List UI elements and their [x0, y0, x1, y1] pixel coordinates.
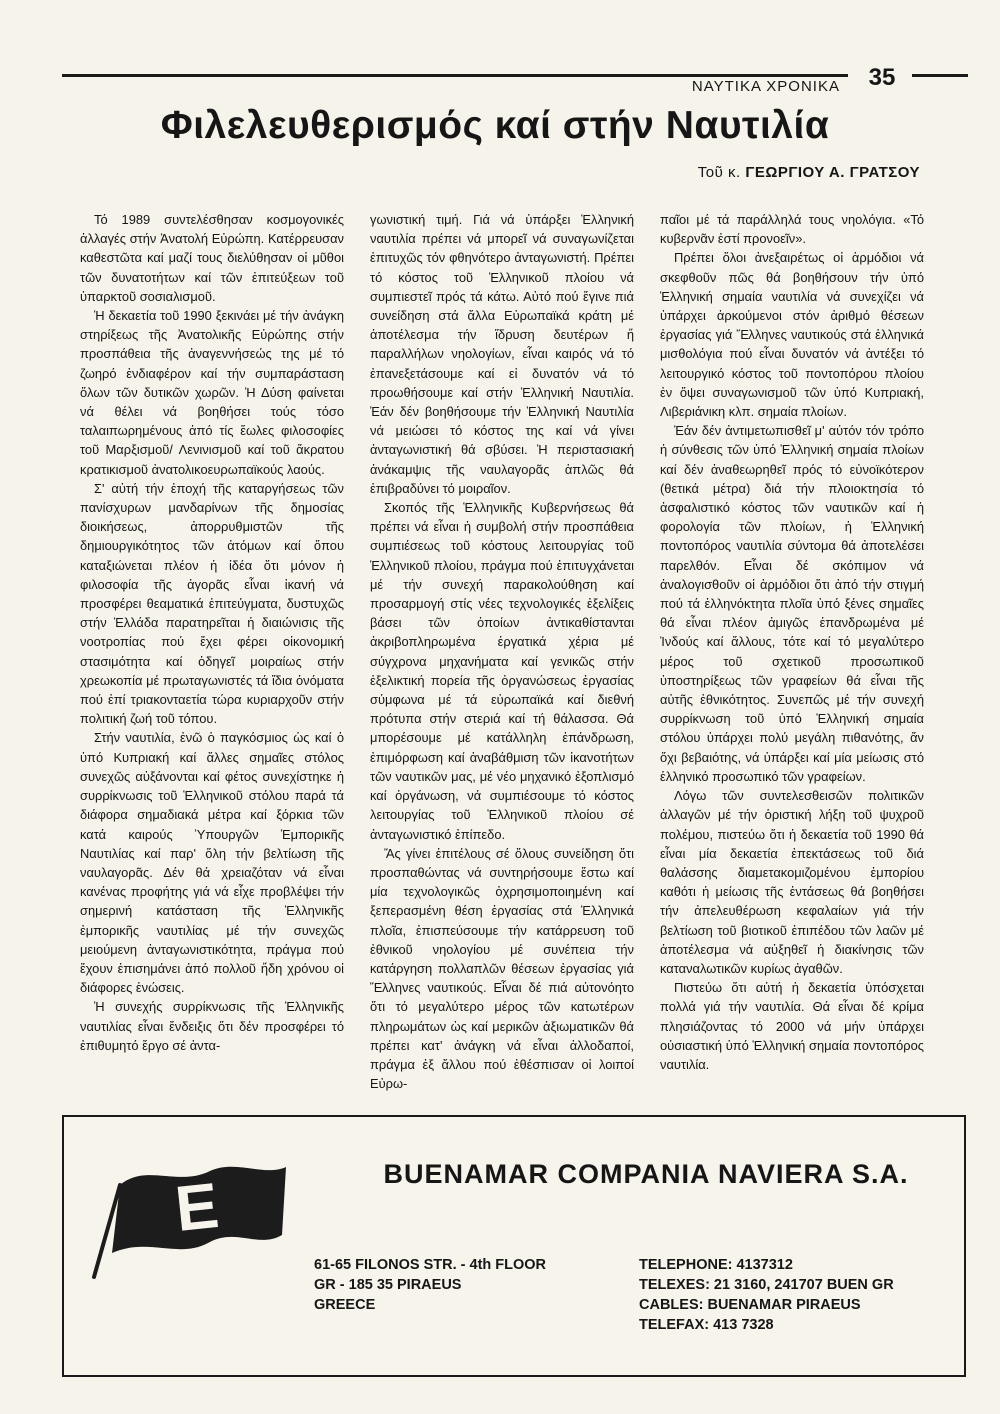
paragraph: Τό 1989 συντελέσθησαν κοσμογονικές ἀλλαγές στήν Ἀνατολή Εὐρώπη. Κατέρρευσαν καθεστῶτα καί μαζί τους διελύθησαν οἱ μῦθοι τῶν δυνατοτήτων καί τῶν ἐπιτεύξεων τοῦ ὑπαρκτοῦ σοσιαλισμοῦ.: [80, 212, 344, 304]
contact-telephone: TELEPHONE: 4137312: [639, 1257, 793, 1273]
journal-name: ΝΑΥΤΙΚΑ ΧΡΟΝΙΚΑ: [691, 78, 840, 95]
company-contacts: [639, 1255, 959, 1335]
article-title: Φιλελευθερισμός καί στήν Ναυτιλία: [160, 104, 830, 147]
address-line: 61-65 FILONOS STR. - 4th FLOOR: [314, 1257, 547, 1273]
paragraph: Ἐάν δέν ἀντιμετωπισθεῖ μ' αὐτόν τόν τρόπο ἡ σύνθεσις τῶν ὑπό Ἑλληνική σημαία πλοίων καί δέν ἀναθεωρηθεῖ πρός τό εὐνοϊκότερον (θετικά μέτρα) διά τήν πλοιοκτησία τό ἀσφαλιστικό κόστος τῶν ναυτικῶν καί ἡ φορολογία τῶν πλοίων, ἡ Ἑλληνική ποντοπόρος ναυτιλία σύντομα θά ἀποτελέσει παρελθόν. Εἶναι δέ σκόπιμον νά ἀναλογισθοῦν οἱ ἁρμόδιοι ὅτι ἀπό τήν στιγμή πού τά ἑλληνόκτητα πλοῖα ὑπό ξένες σημαῖες θά εἶναι πλέον ἀμιγῶς ἐπανδρωμένα μέ Ἰνδούς καί ἄλλους, τότε καί τό μεγαλύτερο μέρος τοῦ σχετικοῦ προσωπικοῦ ὑποστηρίξεως τῶν γραφείων θά εἶναι τῆς αὐτῆς ἐθνικότητος. Συνεπῶς μέ τήν συνεχή συρρίκνωση τοῦ ὑπό Ἑλληνική σημαία στόλου ὑπάρχει πολύ μεγάλη πιθανότης, ἄν ὄχι βεβαιότης, νά ὑπάρξει καί μία μείωσις στό ἑλληνικό προσωπικό τῶν γραφείων.: [660, 423, 924, 784]
paragraph: Πρέπει ὅλοι ἀνεξαιρέτως οἱ ἁρμόδιοι νά σκεφθοῦν πῶς θά βοηθήσουν τήν ὑπό Ἑλληνική σημαία ναυτιλία νά συνεχίζει νά ὑπάρχει ἀρκούμενοι στόν ἀριθμό θέσεων ἐργασίας γιά Ἕλληνες ναυτικούς στά ἑλληνικά μισθολόγια πού εἶναι δυνατόν νά ἀντέξει τό λειτουργικό κόστος τοῦ ποντοπόρου πλοίου ἐν ὄψει συναγωνισμοῦ τῶν ὑπό Κυπριακή, Λιβεριάνικη κλπ. σημαία πλοίων.: [660, 250, 924, 420]
paragraph: Ἄς γίνει ἐπιτέλους σέ ὅλους συνείδηση ὅτι προσπαθώντας νά συντηρήσουμε ἔστω καί μία τεχνολογικῶς ὀχρησιμοποιημένη καί ξεπερασμένη θέση ἐργασίας στά Ἑλληνικά πλοῖα, ἐπισπεύσουμε τήν κατάρρευση τοῦ ἐθνικοῦ νηολογίου μέ συνέπεια τήν κατάργηση πολλαπλῶν θέσεων ἐργασίας γιά Ἕλληνες ναυτικούς. Εἶναι δέ πιά αὐτονόητο ὅτι τό μεγαλύτερο μέρος τῶν κατωτέρων πληρωμάτων ὡς καί μερικῶν ἀξιωματικῶν θά πρέπει κατ' ἀνάγκη νά εἶναι ἀλλοδαποί, πράγμα ἐξ ἄλλου πού ἐθέσπισαν οἱ λοιποί Εὐρω-: [370, 845, 634, 1092]
article-column-2: [370, 210, 634, 1093]
address-line: GR - 185 35 PIRAEUS: [314, 1277, 462, 1293]
paragraph: Πιστεύω ὅτι αὐτή ἡ δεκαετία ὑπόσχεται πολλά γιά τήν ναυτιλία. Θά εἶναι δέ κρίμα πλησιάζοντας τό 2000 νά μήν ὑπάρχει οὐσιαστική ὑπό Ἑλληνική σημαία ποντοπόρος ναυτιλία.: [660, 980, 924, 1072]
company-flag-logo: [86, 1157, 296, 1287]
paragraph: Σ' αὐτή τήν ἐποχή τῆς καταργήσεως τῶν πανίσχυρων μανδαρίνων τῆς δημοσίας διοικήσεως, ἀπορρυθμιστῶν τῆς δημιουργικότητος τῶν ἀτόμων καί ὅπου καταξιώνεται πλέον ἡ ἰδέα ὅτι μόνον ἡ φιλοσοφία τῆς ἀγορᾶς εἶναι ἱκανή νά προσφέρει θεαματικά ἐπιτεύγματα, δυστυχῶς στήν Ἑλλάδα παρατηρεῖται ἡ διαιώνισις τῆς νοοτροπίας πού ἔχει φέρει οἰκονομική στασιμότητα καί ὁδηγεῖ μοιραίως στήν χρεωκοπία μέ πρωταγωνιστές τά ἴδια ὀνόματα πού ἐπί τριακονταετία τώρα κυριαρχοῦν στήν πολιτική ζωή τοῦ τόπου.: [80, 480, 344, 727]
article-body: [80, 210, 924, 1110]
author-prefix: Τοῦ κ.: [697, 164, 741, 181]
paragraph: γωνιστική τιμή. Γιά νά ὑπάρξει Ἑλληνική ναυτιλία πρέπει νά μπορεῖ νά συναγωνίζεται ἐπιτυχῶς τόν φθηνότερο ἀνταγωνιστή. Πρέπει τό κόστος τοῦ Ἑλληνικοῦ πλοίου νά συμπιεστεῖ πρός τά κάτω. Αὐτό πού ἔγινε πιά συνείδηση στά ἄλλα Εὐρωπαϊκά κράτη μέ ἀποτέλεσμα τήν ἵδρυση δευτέρων ἤ παραλλήλων νηολογίων, εἶναι καιρός νά τό ἐπανεξετάσουμε καί εἰ δυνατόν νά τό προωθήσουμε καί στήν Ἑλληνική Ναυτιλία. Ἐάν δέν βοηθήσουμε τήν Ἑλληνική Ναυτιλία νά μειώσει τό κόστος της καί νά γίνει ἀνταγωνιστική θά σβύσει. Ἡ περιστασιακή ἀνάκαμψις τῆς ναυλαγορᾶς ἁπλῶς θά ἐπιβραδύνει τό μοιραῖον.: [370, 212, 634, 496]
contact-telefax: TELEFAX: 413 7328: [639, 1317, 774, 1333]
page-number: 35: [868, 64, 896, 91]
paragraph: Ἡ δεκαετία τοῦ 1990 ξεκινάει μέ τήν ἀνάγκη στηρίξεως τῆς Ἀνατολικῆς Εὐρώπης στήν προσπάθεια τῆς ἀναγεννήσεώς της μέ τό ζωηρό ἐνδιαφέρον καί τήν συμπαράσταση ὅλων τῶν δυτικῶν χωρῶν. Ἡ Δύση φαίνεται νά θέλει νά βοηθήσει τούς τόσο ταλαιπωρημένους ἀπό τίς ἕωλες φιλοσοφίες τοῦ Μαρξισμοῦ/ Λενινισμοῦ καί τοῦ ἄκρατου κρατικισμοῦ ἀνατολικοευρωπαϊκούς λαούς.: [80, 308, 344, 477]
paragraph: παῖοι μέ τά παράλληλά τους νηολόγια. «Τό κυβερνᾶν ἐστί προνοεῖν».: [660, 212, 924, 247]
advertisement-box: [62, 1115, 966, 1377]
paragraph: Σκοπός τῆς Ἑλληνικῆς Κυβερνήσεως θά πρέπει νά εἶναι ἡ συμβολή στήν προσπάθεια συμπιέσεως τοῦ κόστους λειτουργίας τοῦ Ἑλληνικοῦ πλοίου, πράγμα πού ἐπιτυγχάνεται μέ τήν συνεχή παρακολούθηση καί προσαρμογή στίς νέες τεχνολογικές ἐξελίξεις βάσει τῶν ὁποίων ἀντικαθίστανται ἀκριβοπληρωμένα ἐργατικά χέρια μέ σύγχρονα μηχανήματα καί γενικῶς στήν ἐξελικτική πορεία τῆς ὀργανώσεως ἐργασίας σύμφωνα μέ τά εὐρωπαϊκά καί διεθνή πρότυπα στήν στεριά καί τή θάλασσα. Θά μπορέσουμε μέ κατάλληλη ἐπάνδρωση, ἐπιμόρφωση καί ἀναβάθμιση τῶν ἱκανοτήτων τῶν ναυτικῶν μας, μέ νέο μηχανικό ἐξοπλισμό καί ὀργάνωση, νά συμπιέσουμε τό κόστος λειτουργίας τοῦ Ἑλληνικοῦ πλοίου σέ ἀνταγωνιστικό ἐπίπεδο.: [370, 500, 634, 842]
header-rule-left: [62, 74, 848, 77]
contact-telexes: TELEXES: 21 3160, 241707 BUEN GR: [639, 1277, 894, 1293]
flag-letter: E: [171, 1169, 222, 1246]
paragraph: Ἡ συνεχής συρρίκνωσις τῆς Ἑλληνικῆς ναυτιλίας εἶναι ἔνδειξις ὅτι δέν προσφέρει τό ἐπιθυμητό ἔργο σέ ἀντα-: [80, 999, 344, 1053]
paragraph: Στήν ναυτιλία, ἐνῶ ὁ παγκόσμιος ὡς καί ὁ ὑπό Κυπριακή καί ἄλλες σημαῖες στόλος συνεχῶς αὐξάνονται καί φέτος συνεχίστηκε ἡ συρρίκνωσις τοῦ Ἑλληνικοῦ στόλου παρά τά διάφορα σημαδιακά μέτρα καί ξόρκια τῶν κατά καιρούς Ὑπουργῶν Ἐμπορικῆς Ναυτιλίας καί παρ' ὅλη τήν βελτίωση τῆς ναυλαγορᾶς. Δέν θά χρειαζόταν νά εἶναι κανένας προφήτης γιά νά εἶχε προβλέψει τήν σημερινή κατάσταση τῆς Ἑλληνικῆς ἐμπορικῆς ναυτιλίας μέ τήν συνεχῶς μειούμενη ἀνταγωνιστικότητα, πράγμα πού ἔχουν ἐπισημάνει ἀπό πολλοῦ ἤδη χρόνου οἱ διάφορες ἑνώσεις.: [80, 730, 344, 996]
contact-cables: CABLES: BUENAMAR PIRAEUS: [639, 1297, 861, 1313]
header-rule-right: [912, 74, 968, 77]
address-line: GREECE: [314, 1297, 376, 1313]
company-address: [314, 1255, 614, 1315]
article-column-1: [80, 210, 344, 1055]
article-author: [560, 164, 920, 181]
company-name: BUENAMAR COMPANIA NAVIERA S.A.: [383, 1159, 909, 1189]
author-name: ΓΕΩΡΓΙΟΥ Α. ΓΡΑΤΣΟΥ: [745, 164, 920, 181]
article-column-3: [660, 210, 924, 1074]
paragraph: Λόγω τῶν συντελεσθεισῶν πολιτικῶν ἀλλαγῶν μέ τήν ὁριστική λήξη τοῦ ψυχροῦ πολέμου, πιστεύω ὅτι ἡ δεκαετία τοῦ 1990 θά εἶναι μία δεκαετία ἐπεκτάσεως τοῦ διά θαλάσσης διαμετακομιζομένου ἐμπορίου καθότι ἡ μείωσις τῆς ἐντάσεως θά βοηθήσει τήν ἀπελευθέρωση κεφαλαίων γιά τήν βελτίωση τοῦ βιοτικοῦ ἐπιπέδου τῶν λαῶν μέ ἀποτέλεσμα νά αὐξηθεῖ ἡ διακίνησις τῶν καταναλωτικῶν κυρίως ἀγαθῶν.: [660, 788, 924, 976]
